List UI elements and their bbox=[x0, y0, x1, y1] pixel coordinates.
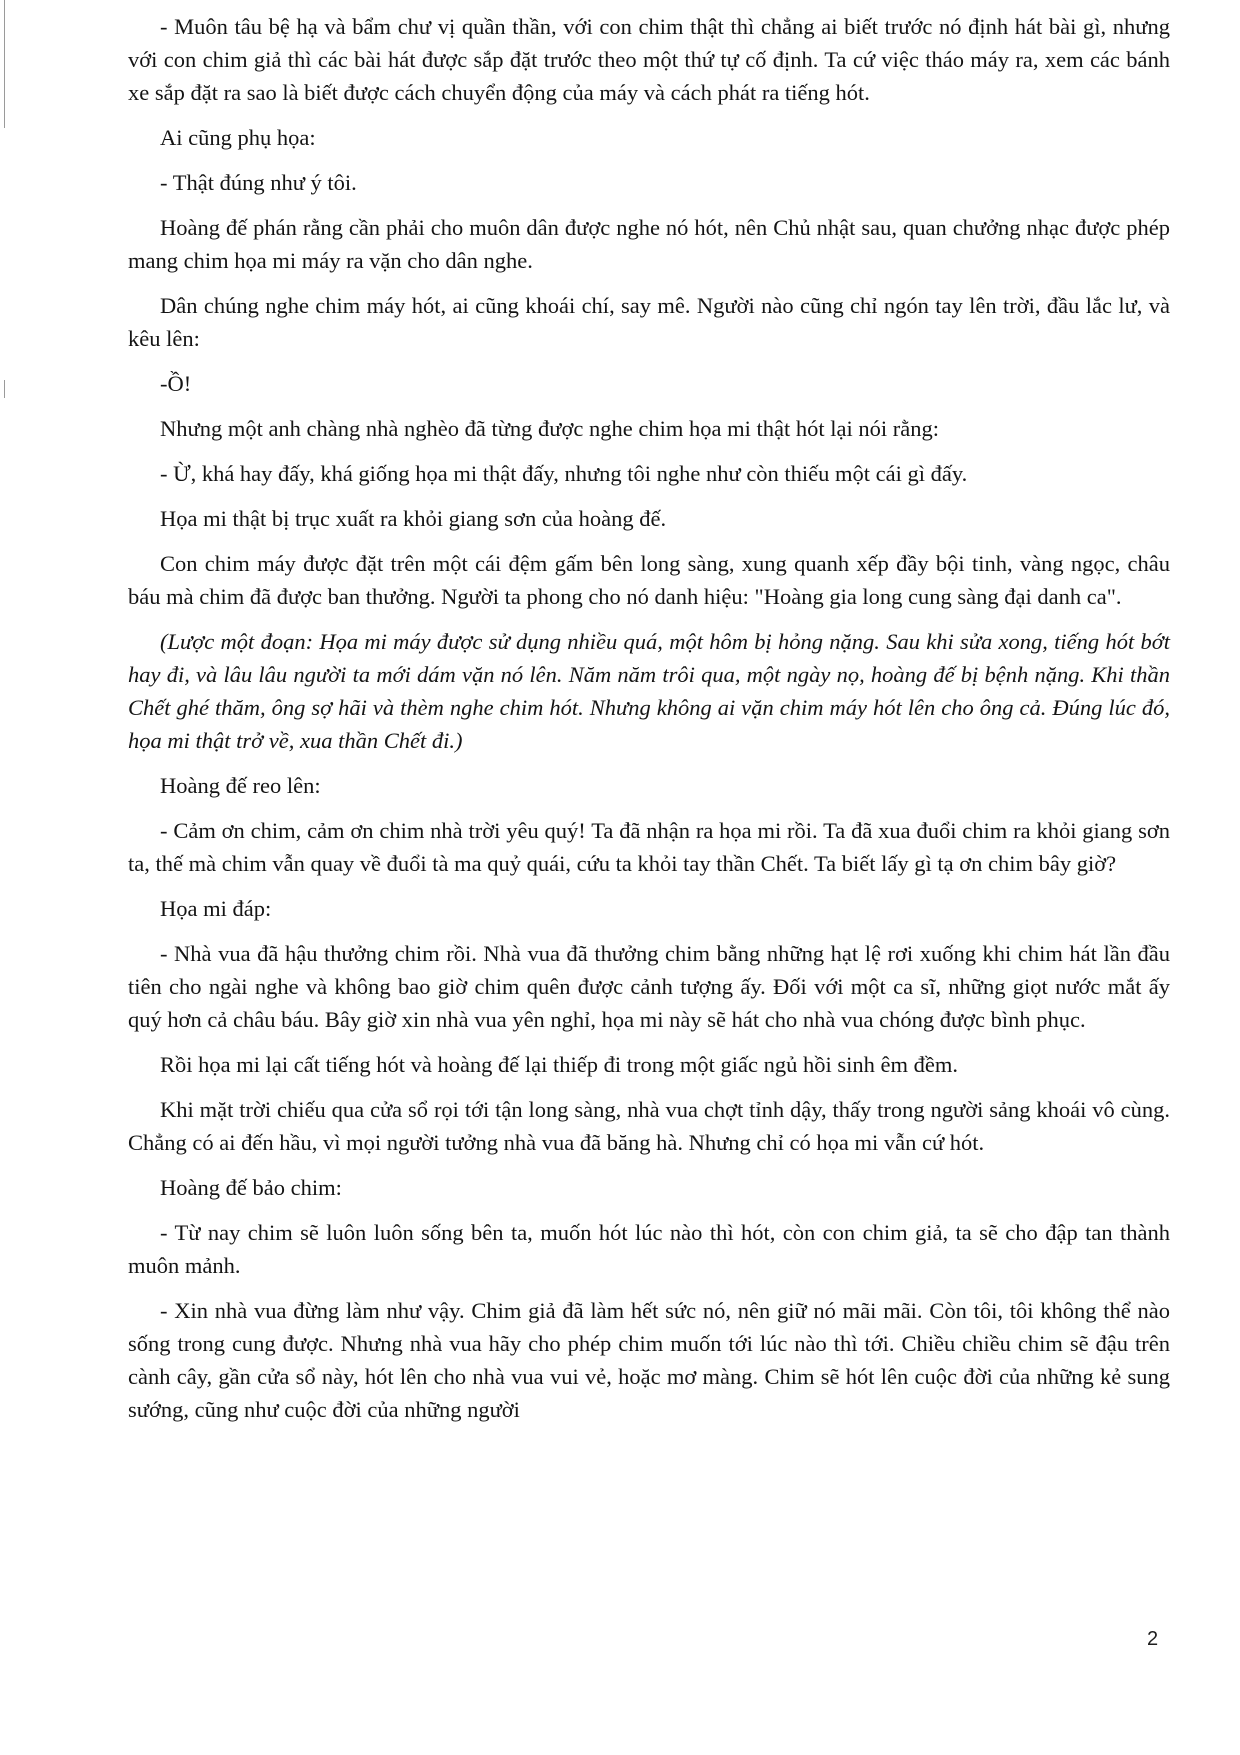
paragraph: Hoàng đế bảo chim: bbox=[160, 1175, 342, 1200]
paragraph: - Thật đúng như ý tôi. bbox=[160, 170, 357, 195]
scan-edge-mark bbox=[4, 0, 5, 128]
document-body bbox=[128, 10, 1170, 1438]
paragraph: - Muôn tâu bệ hạ và bẩm chư vị quần thần, với con chim thật thì chẳng ai biết trước nó định hát bài gì, nhưng với con chim giả thì các bài hát được sắp đặt trước theo một thứ tự cố định. Ta cứ việc tháo máy ra, xem các bánh xe sắp đặt ra sao là biết được cách chuyển động của máy và cách phát ra tiếng hót. bbox=[128, 14, 1170, 105]
paragraph: Ai cũng phụ họa: bbox=[160, 125, 316, 150]
paragraph: - Nhà vua đã hậu thưởng chim rồi. Nhà vua đã thưởng chim bằng những hạt lệ rơi xuống khi chim hát lần đầu tiên cho ngài nghe và không bao giờ chim quên được cảnh tượng ấy. Đối với một ca sĩ, những giọt nước mắt ấy quý hơn cả châu báu. Bây giờ xin nhà vua yên nghỉ, họa mi này sẽ hát cho nhà vua chóng được bình phục. bbox=[128, 941, 1170, 1032]
paragraph: Con chim máy được đặt trên một cái đệm gấm bên long sàng, xung quanh xếp đầy bội tinh, vàng ngọc, châu báu mà chim đã được ban thưởng. Người ta phong cho nó danh hiệu: "Hoàng gia long cung sàng đại danh ca". bbox=[128, 551, 1170, 609]
paragraph: Khi mặt trời chiếu qua cửa sổ rọi tới tận long sàng, nhà vua chợt tỉnh dậy, thấy trong người sảng khoái vô cùng. Chẳng có ai đến hầu, vì mọi người tưởng nhà vua đã băng hà. Nhưng chỉ có họa mi vẫn cứ hót. bbox=[128, 1097, 1170, 1155]
paragraph: - Cảm ơn chim, cảm ơn chim nhà trời yêu quý! Ta đã nhận ra họa mi rồi. Ta đã xua đuổi chim ra khỏi giang sơn ta, thế mà chim vẫn quay về đuổi tà ma quỷ quái, cứu ta khỏi tay thần Chết. Ta biết lấy gì tạ ơn chim bây giờ? bbox=[128, 818, 1170, 876]
paragraph: - Từ nay chim sẽ luôn luôn sống bên ta, muốn hót lúc nào thì hót, còn con chim giả, ta sẽ cho đập tan thành muôn mảnh. bbox=[128, 1220, 1170, 1278]
paragraph: - Xin nhà vua đừng làm như vậy. Chim giả đã làm hết sức nó, nên giữ nó mãi mãi. Còn tôi, tôi không thể nào sống trong cung được. Nhưng nhà vua hãy cho phép chim muốn tới lúc nào thì tới. Chiều chiều chim sẽ đậu trên cành cây, gần cửa sổ này, hót lên cho nhà vua vui vẻ, hoặc mơ màng. Chim sẽ hót lên cuộc đời của những kẻ sung sướng, cũng như cuộc đời của những người bbox=[128, 1298, 1170, 1422]
paragraph: -Ồ! bbox=[160, 371, 192, 396]
paragraph: - Ừ, khá hay đấy, khá giống họa mi thật đấy, nhưng tôi nghe như còn thiếu một cái gì đấy. bbox=[160, 461, 968, 486]
paragraph: Nhưng một anh chàng nhà nghèo đã từng được nghe chim họa mi thật hót lại nói rằng: bbox=[160, 416, 939, 441]
scan-edge-mark bbox=[4, 380, 5, 398]
italic-summary-paragraph: (Lược một đoạn: Họa mi máy được sử dụng nhiều quá, một hôm bị hỏng nặng. Sau khi sửa xong, tiếng hót bớt hay đi, và lâu lâu người ta mới dám vặn nó lên. Năm năm trôi qua, một ngày nọ, hoàng đế bị bệnh nặng. Khi thần Chết ghé thăm, ông sợ hãi và thèm nghe chim hót. Nhưng không ai vặn chim máy hót lên cho ông cả. Đúng lúc đó, họa mi thật trở về, xua thần Chết đi.) bbox=[128, 629, 1170, 753]
paragraph: Hoàng đế reo lên: bbox=[160, 773, 321, 798]
paragraph: Hoàng đế phán rằng cần phải cho muôn dân được nghe nó hót, nên Chủ nhật sau, quan chưởng nhạc được phép mang chim họa mi máy ra vặn cho dân nghe. bbox=[128, 215, 1170, 273]
paragraph: Họa mi đáp: bbox=[160, 896, 272, 921]
paragraph: Rồi họa mi lại cất tiếng hót và hoàng đế lại thiếp đi trong một giấc ngủ hồi sinh êm đềm. bbox=[160, 1052, 958, 1077]
page-number: 2 bbox=[1147, 1628, 1159, 1650]
paragraph: Họa mi thật bị trục xuất ra khỏi giang sơn của hoàng đế. bbox=[160, 506, 667, 531]
paragraph: Dân chúng nghe chim máy hót, ai cũng khoái chí, say mê. Người nào cũng chỉ ngón tay lên trời, đầu lắc lư, và kêu lên: bbox=[128, 293, 1170, 351]
